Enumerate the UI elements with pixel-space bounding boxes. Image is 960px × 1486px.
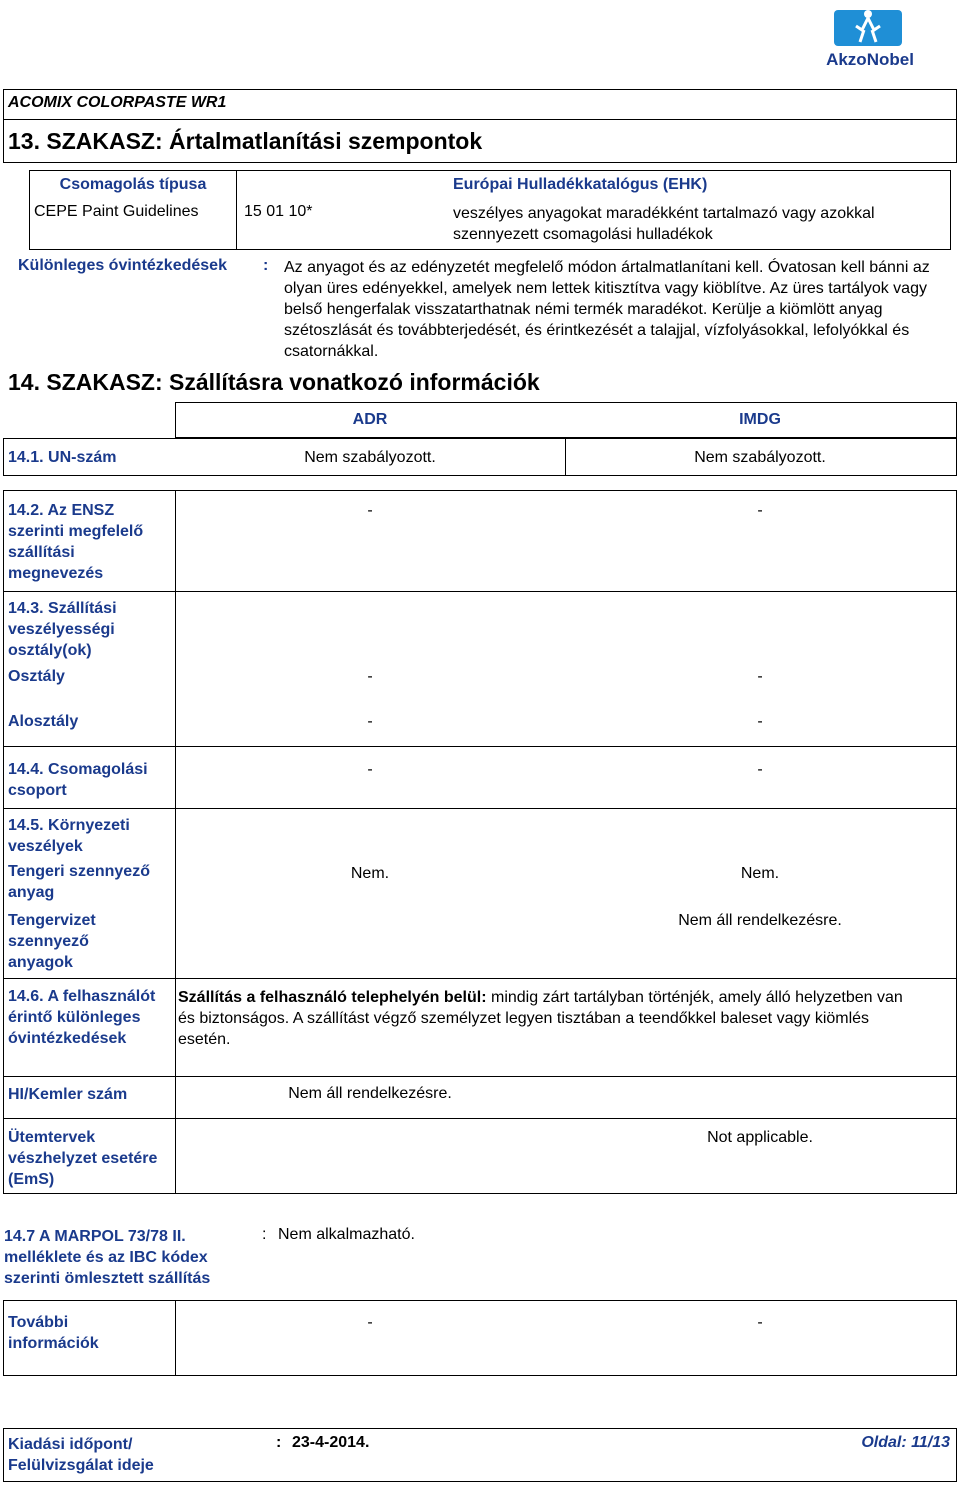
akzonobel-wordmark: AkzoNobel [826, 50, 914, 69]
marine-pollutant-imdg: Nem. [740, 865, 780, 882]
special-precautions-text: Az anyagot és az edényzetét megfelelő módon ártalmatlanítani kell. Óvatosan kell bánni az olyan üres edényekkel, amelyek nem lettek kitisztítva vagy kiöblítve. Az üres tartályok vagy belső hengerfalak visszatarthatnak némi termék maradékot. Kerülje a kiömlött anyag szétoszlását és továbbterjedését, és érintkezését a talajjal, vízfolyásokkal, lefolyókkal és csatornákkal. [284, 259, 930, 360]
issue-date-label: Kiadási időpont/ Felülvizsgálat ideje [8, 1436, 154, 1474]
un-imdg: Nem szabályozott. [694, 449, 826, 466]
environmental-hazards-label: 14.5. Környezeti veszélyek [8, 817, 130, 855]
marpol-label: 14.7 A MARPOL 73/78 II. melléklete és az IBC kódex szerinti ömlesztett szállítás [4, 1228, 211, 1287]
akzonobel-figure-icon [812, 4, 924, 48]
issue-date-colon: : [276, 1434, 282, 1451]
section-13-title: 13. SZAKASZ: Ártalmatlanítási szempontok [8, 128, 483, 154]
subclass-label: Alosztály [8, 713, 79, 730]
marpol-value: Nem alkalmazható. [278, 1226, 415, 1243]
marine-pollutant-label: Tengeri szennyező anyag [8, 863, 150, 901]
further-info-imdg: - [757, 1314, 763, 1331]
user-precautions-text [178, 987, 908, 1050]
hi-kemler-label: HI/Kemler szám [8, 1086, 128, 1103]
proper-shipping-name-adr: - [367, 502, 373, 519]
packing-group-imdg: - [757, 761, 763, 778]
marine-pollutant-adr: Nem. [350, 865, 390, 882]
akzonobel-logo [812, 4, 924, 68]
class-imdg: - [757, 668, 763, 685]
ems-label: Ütemtervek vészhelyzet esetére (EmS) [8, 1129, 158, 1188]
ems-imdg: Not applicable. [707, 1129, 813, 1146]
class-label: Osztály [8, 668, 65, 685]
packaging-type-header: Csomagolás típusa [59, 176, 207, 193]
ewc-header: Európai Hulladékkatalógus (EHK) [453, 176, 708, 193]
subclass-imdg: - [757, 713, 763, 730]
user-precautions-bold: Szállítás a felhasználó telephelyén belül: [178, 989, 487, 1006]
seawater-pollutant-imdg: Nem áll rendelkezésre. [678, 912, 842, 929]
proper-shipping-name-label: 14.2. Az ENSZ szerinti megfelelő szállítási megnevezés [8, 502, 144, 582]
packaging-type-value: CEPE Paint Guidelines [34, 203, 199, 220]
class-adr: - [367, 668, 373, 685]
marpol-colon: : [262, 1226, 267, 1243]
adr-header: ADR [352, 411, 388, 428]
hi-kemler-adr: Nem áll rendelkezésre. [288, 1085, 452, 1102]
ewc-description: veszélyes anyagokat maradékként tartalmazó vagy azokkal szennyezett csomagolási hulladékok [453, 205, 875, 243]
un-label: 14.1. UN-szám [8, 449, 117, 466]
user-precautions-label: 14.6. A felhasználót érintő különleges óvintézkedések [8, 988, 156, 1047]
un-adr: Nem szabályozott. [304, 449, 436, 466]
packing-group-label: 14.4. Csomagolási csoport [8, 761, 148, 799]
subclass-adr: - [367, 713, 373, 730]
issue-date-value: 23-4-2014. [292, 1434, 370, 1451]
seawater-pollutant-label: Tengervizet szennyező anyagok [8, 912, 96, 971]
page-number: Oldal: 11/13 [861, 1434, 950, 1451]
further-info-adr: - [367, 1314, 373, 1331]
user-precautions-body: mindig zárt tartályban történjék, amely álló helyzetben van és biztonságos. A szállítást végző személyzet legyen tisztában a teendőkkel baleset vagy kiömlés esetén. [178, 989, 903, 1048]
ewc-code: 15 01 10* [244, 203, 313, 220]
special-precautions-label: Különleges óvintézkedések [18, 257, 227, 274]
special-precautions-colon: : [263, 257, 269, 274]
section-14-title: 14. SZAKASZ: Szállításra vonatkozó információk [8, 369, 540, 395]
product-name: ACOMIX COLORPASTE WR1 [8, 94, 227, 111]
packing-group-adr: - [367, 761, 373, 778]
imdg-header: IMDG [739, 411, 781, 428]
further-info-label: További információk [8, 1314, 99, 1352]
proper-shipping-name-imdg: - [757, 502, 763, 519]
hazard-class-label: 14.3. Szállítási veszélyességi osztály(ok) [8, 600, 117, 659]
